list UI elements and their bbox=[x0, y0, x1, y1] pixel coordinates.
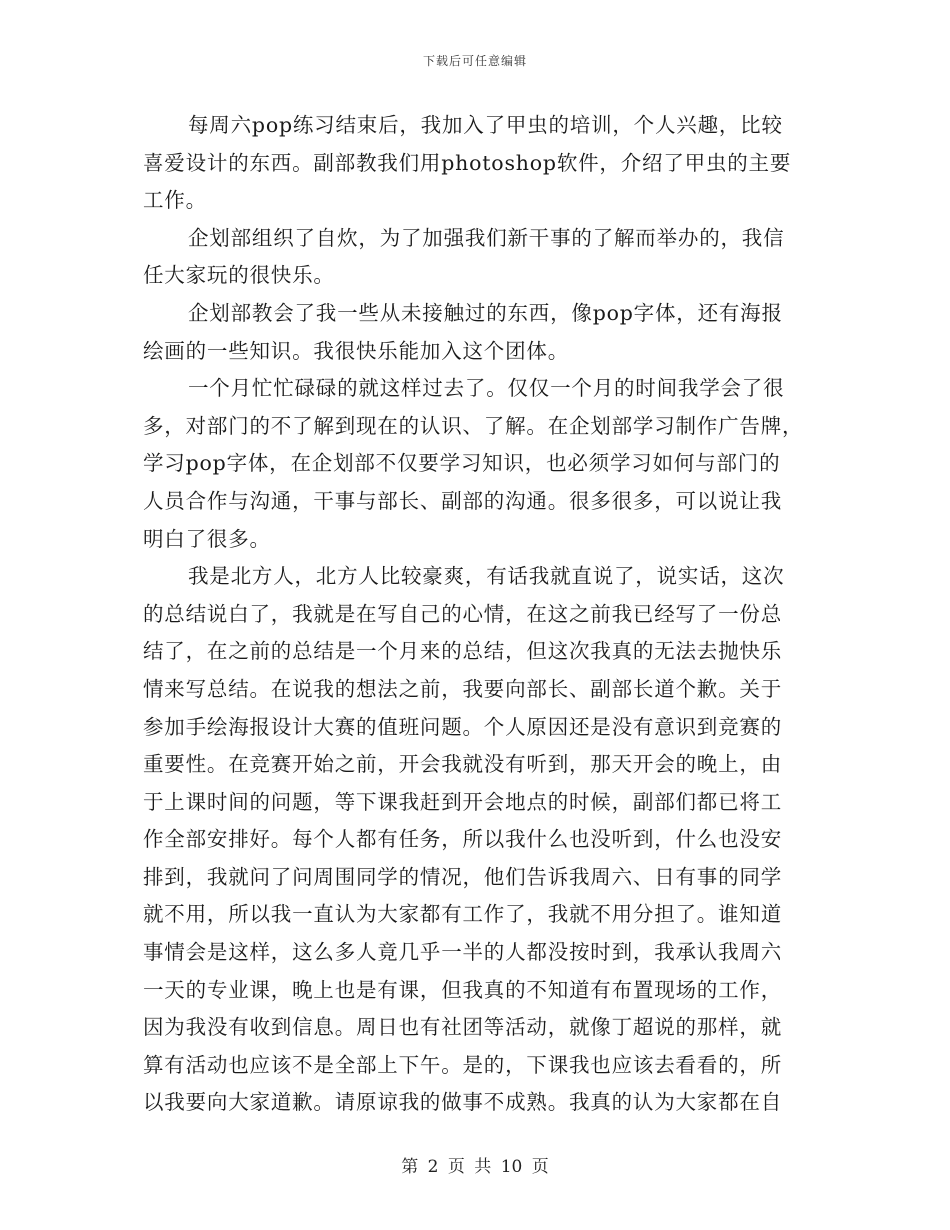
text-line: 情来写总结。在说我的想法之前，我要向部长、副部长道个歉。关于 bbox=[143, 676, 782, 701]
text-line: 重要性。在竞赛开始之前，开会我就没有听到，那天开会的晚上，由 bbox=[143, 752, 782, 777]
text-line: 企划部教会了我一些从未接触过的东西，像pop字体，还有海报 bbox=[188, 300, 783, 325]
text-line: 因为我没有收到信息。周日也有社团等活动，就像丁超说的那样，就 bbox=[143, 1015, 782, 1040]
text-line: 一天的专业课，晚上也是有课，但我真的不知道有布置现场的工作， bbox=[143, 977, 782, 1002]
paragraph bbox=[143, 370, 805, 558]
text-line: 绘画的一些知识。我很快乐能加入这个团体。 bbox=[143, 338, 569, 363]
text-line: 企划部组织了自炊，为了加强我们新干事的了解而举办的，我信 bbox=[188, 225, 785, 250]
document-body bbox=[143, 107, 805, 1122]
text-line: 工作。 bbox=[143, 188, 207, 213]
text-line: 于上课时间的问题，等下课我赶到开会地点的时候，副部们都已将工 bbox=[143, 789, 782, 814]
text-line: 我是北方人，北方人比较豪爽，有话我就直说了，说实话，这次 bbox=[188, 564, 785, 589]
text-line: 以我要向大家道歉。请原谅我的做事不成熟。我真的认为大家都在自 bbox=[143, 1090, 782, 1115]
text-line: 任大家玩的很快乐。 bbox=[143, 263, 335, 288]
text-line: 的总结说白了，我就是在写自己的心情，在这之前我已经写了一份总 bbox=[143, 601, 782, 626]
page-header: 下载后可任意编辑 bbox=[422, 54, 527, 68]
text-line: 事情会是这样，这么多人竟几乎一半的人都没按时到，我承认我周六 bbox=[143, 940, 782, 965]
text-line: 明白了很多。 bbox=[143, 526, 271, 551]
page-number-footer: 第 2 页 共 10 页 bbox=[401, 1157, 549, 1177]
paragraph bbox=[143, 558, 805, 1122]
text-line: 人员合作与沟通，干事与部长、副部的沟通。很多很多，可以说让我 bbox=[143, 488, 782, 513]
text-line: 排到，我就问了问周围同学的情况，他们告诉我周六、日有事的同学 bbox=[143, 864, 782, 889]
text-line: 多，对部门的不了解到现在的认识、了解。在企划部学习制作广告牌， bbox=[143, 413, 804, 438]
text-line: 学习pop字体，在企划部不仅要学习知识，也必须学习如何与部门的 bbox=[143, 451, 781, 476]
paragraph bbox=[143, 295, 805, 370]
text-line: 结了，在之前的总结是一个月来的总结，但这次我真的无法去抛快乐 bbox=[143, 639, 782, 664]
paragraph bbox=[143, 220, 805, 295]
text-line: 一个月忙忙碌碌的就这样过去了。仅仅一个月的时间我学会了很 bbox=[188, 376, 785, 401]
text-line: 每周六pop练习结束后，我加入了甲虫的培训，个人兴趣，比较 bbox=[188, 113, 783, 137]
text-line: 喜爱设计的东西。副部教我们用photoshop软件，介绍了甲虫的主要 bbox=[143, 150, 792, 175]
paragraph bbox=[143, 107, 805, 220]
text-line: 参加手绘海报设计大赛的值班问题。个人原因还是没有意识到竞赛的 bbox=[143, 714, 782, 739]
text-line: 就不用，所以我一直认为大家都有工作了，我就不用分担了。谁知道 bbox=[143, 902, 782, 927]
text-line: 算有活动也应该不是全部上下午。是的，下课我也应该去看看的，所 bbox=[143, 1052, 782, 1077]
text-line: 作全部安排好。每个人都有任务，所以我什么也没听到，什么也没安 bbox=[143, 827, 782, 852]
